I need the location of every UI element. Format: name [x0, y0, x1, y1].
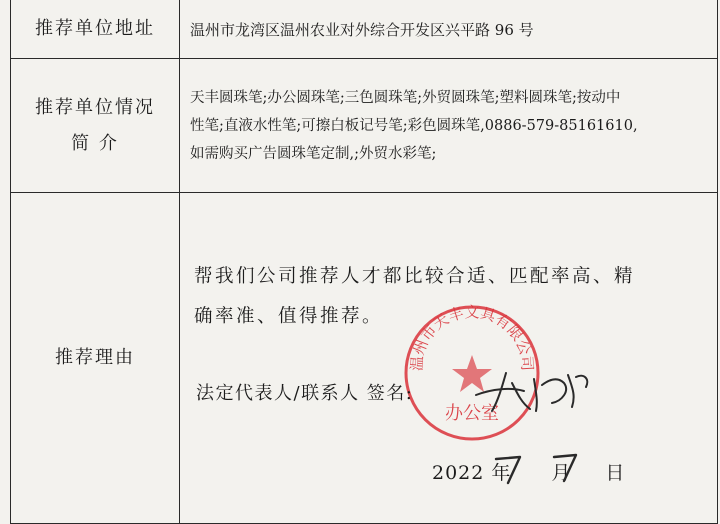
intro-line: 天丰圆珠笔;办公圆珠笔;三色圆珠笔;外贸圆珠笔;塑料圆珠笔;按动中 [190, 89, 621, 106]
date-day-label: 日 [605, 462, 626, 484]
handwritten-signature-icon [472, 365, 612, 415]
intro-text [180, 59, 718, 193]
address-label: 推荐单位地址 [11, 0, 180, 59]
address-value: 温州市龙湾区温州农业对外综合开发区兴平路 96 号 [180, 0, 718, 59]
date-year: 2022 年 [432, 462, 512, 484]
reason-line: 帮我们公司推荐人才都比较合适、匹配率高、精 [194, 266, 636, 287]
intro-label [11, 59, 180, 193]
intro-label-line1: 推荐单位情况 [35, 96, 155, 118]
signature-label: 法定代表人/联系人 签名: [196, 383, 414, 404]
intro-line: 如需购买广告圆珠笔定制,;外贸水彩笔; [190, 145, 437, 162]
handwritten-date-icon [490, 447, 600, 487]
intro-row [11, 59, 718, 193]
intro-line: 性笔;直液水性笔;可擦白板记号笔;彩色圆珠笔,0886-579-85161610, [190, 117, 638, 134]
reason-label: 推荐理由 [11, 193, 180, 524]
reason-cell [180, 193, 718, 524]
address-row [11, 0, 718, 59]
form-table [10, 0, 718, 524]
seal-ring-text: 温州市天丰文具有限公司 [407, 303, 537, 372]
date-month-label: 月 [551, 462, 572, 484]
seal-center-text: 办公室 [445, 403, 499, 424]
intro-label-line2: 简 介 [71, 132, 119, 154]
reason-line: 确率准、值得推荐。 [194, 306, 384, 327]
reason-row [11, 193, 718, 524]
